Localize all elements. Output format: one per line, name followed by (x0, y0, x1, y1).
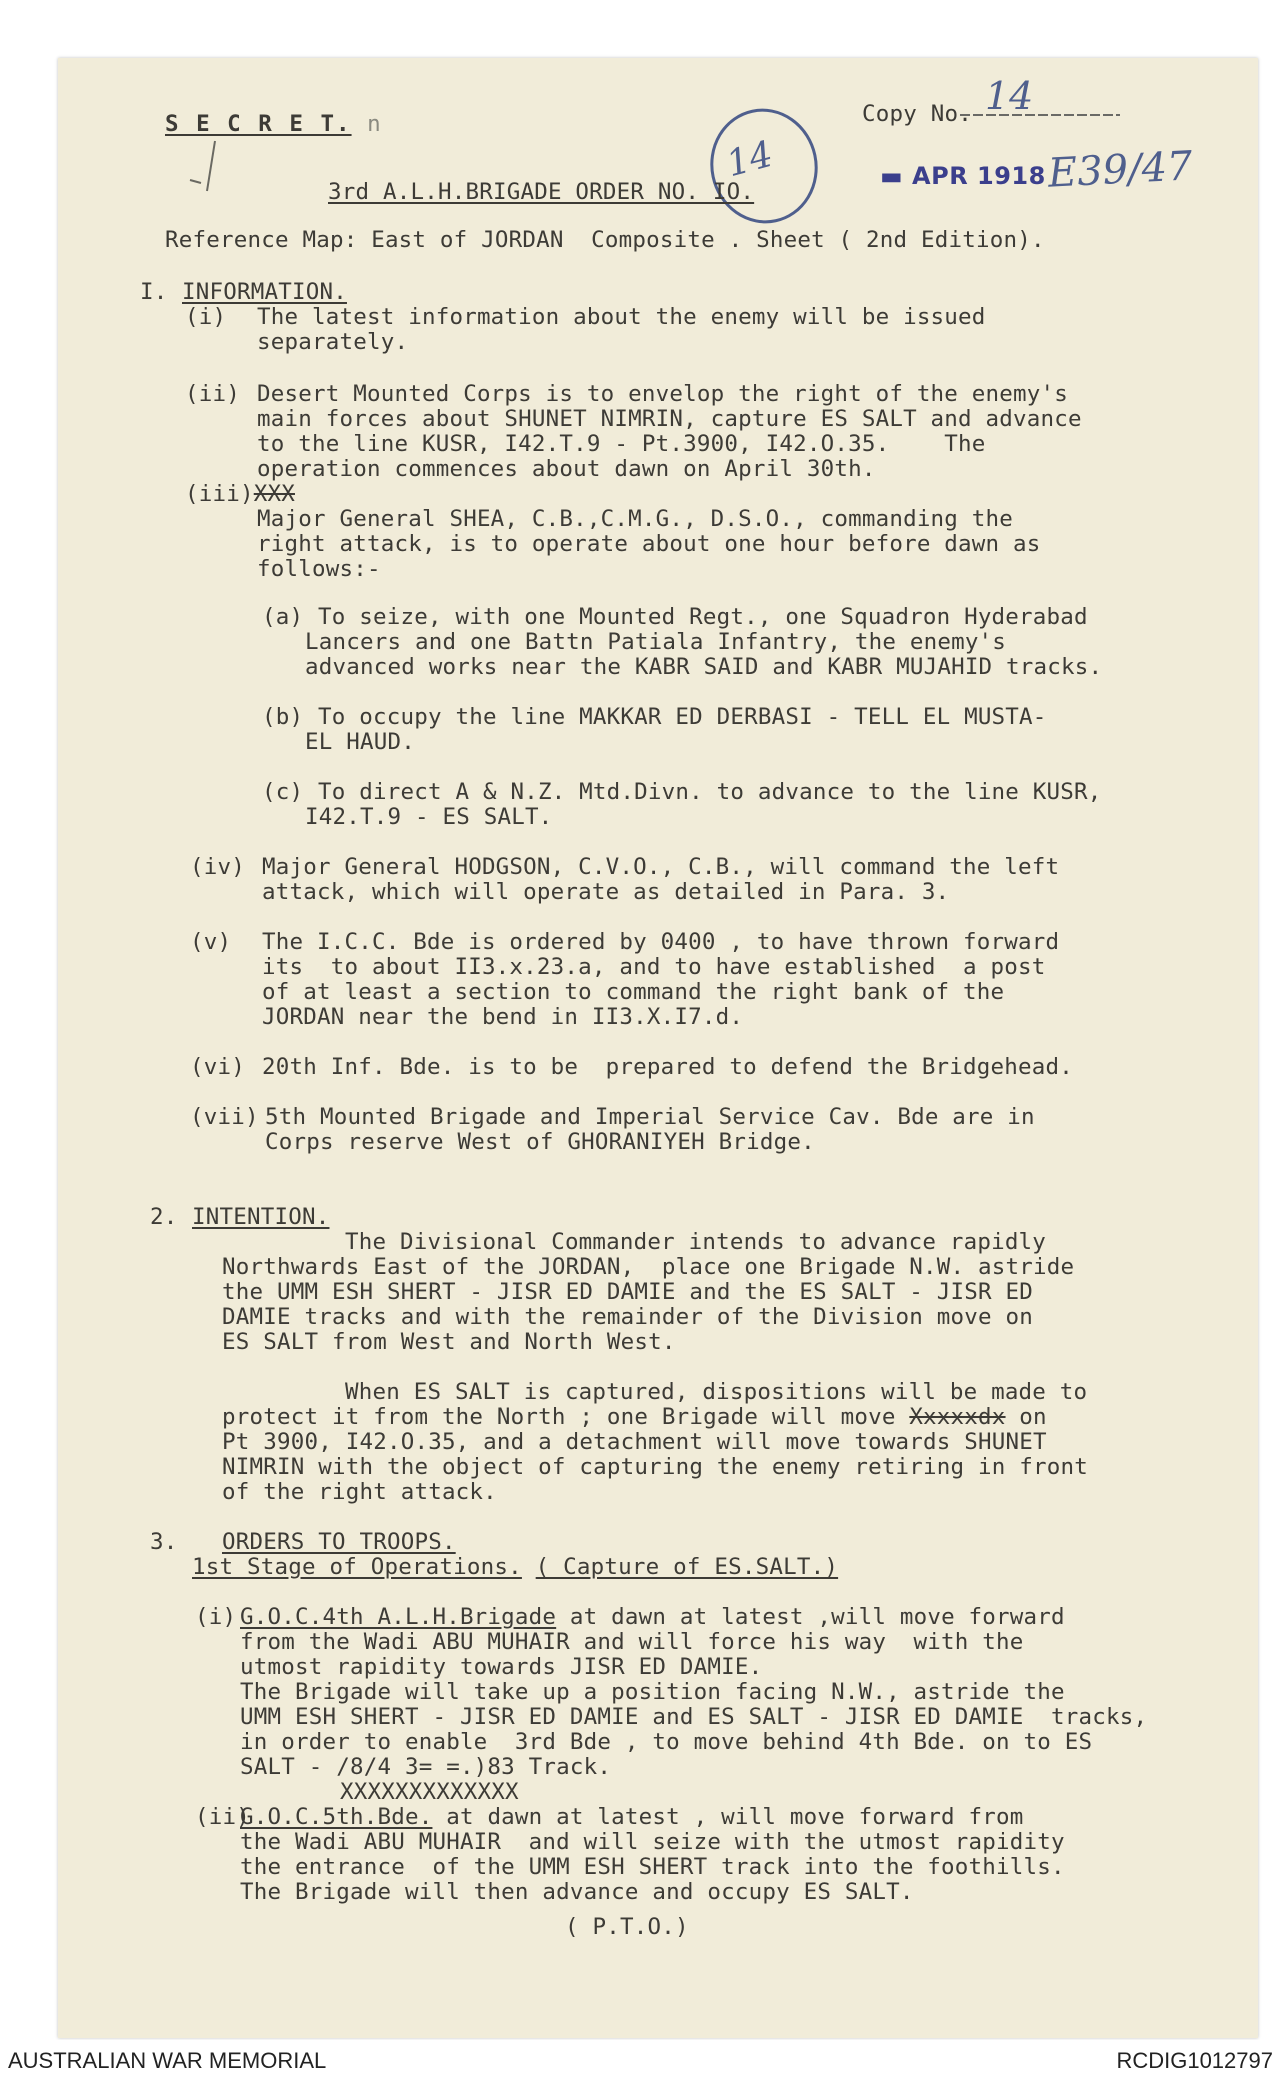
text-line: Major General SHEA, C.B.,C.M.G., D.S.O., commanding the (257, 506, 1014, 532)
text-line: the Wadi ABU MUHAIR and will seize with the utmost rapidity (240, 1829, 1065, 1855)
text-line: to the line KUSR, I42.T.9 - Pt.3900, I42.O.35. The (257, 431, 986, 457)
text-line: the entrance of the UMM ESH SHERT track into the foothills. (240, 1854, 1065, 1880)
text-line: EL HAUD. (305, 729, 415, 755)
text-line: To occupy the line MAKKAR ED DERBASI - TELL EL MUSTA- (318, 704, 1047, 730)
copy-label: Copy No. (862, 101, 972, 127)
text-line: operation commences about dawn on April 30th. (257, 456, 876, 482)
text-line: of at least a section to command the right bank of the (262, 979, 1005, 1005)
item-number: (vii) (190, 1104, 259, 1130)
section-1-number: I. (140, 279, 168, 305)
text-line: The latest information about the enemy will be issued (257, 304, 986, 330)
text-line: Corps reserve West of GHORANIYEH Bridge. (265, 1129, 815, 1155)
footer-institution: AUSTRALIAN WAR MEMORIAL (8, 2048, 327, 2073)
text-line: ES SALT from West and North West. (222, 1329, 676, 1355)
text-line: its to about II3.x.23.a, and to have established a post (262, 954, 1046, 980)
text-line: G.O.C.5th.Bde. at dawn at latest , will move forward from (240, 1804, 1024, 1830)
text-line: The Brigade will take up a position facing N.W., astride the (240, 1679, 1065, 1705)
section-3-subheading: 1st Stage of Operations. ( Capture of ES.SALT.) (192, 1554, 839, 1580)
text-line: attack, which will operate as detailed in Para. 3. (262, 879, 950, 905)
item-number: (i) (195, 1604, 237, 1630)
item-number: (vi) (190, 1054, 245, 1080)
text-line: To direct A & N.Z. Mtd.Divn. to advance to the line KUSR, (318, 779, 1102, 805)
text-line: Northwards East of the JORDAN, place one Brigade N.W. astride (222, 1254, 1075, 1280)
struck-text: XXXXXXXXXXXXX (340, 1779, 519, 1805)
text-line: SALT - /8/4 3= =.)83 Track. (240, 1754, 612, 1780)
section-1-heading: INFORMATION. (182, 279, 347, 305)
circle-number: 14 (722, 133, 778, 186)
dash-icon: ▬ (880, 162, 913, 190)
text-line: of the right attack. (222, 1479, 497, 1505)
page-turn-note: ( P.T.O.) (565, 1914, 689, 1940)
item-number: (ii) (195, 1804, 250, 1830)
text-line: To seize, with one Mounted Regt., one Squadron Hyderabad (318, 604, 1088, 630)
text-line: main forces about SHUNET NIMRIN, capture ES SALT and advance (257, 406, 1082, 432)
text-line: protect it from the North ; one Brigade will move Xxxxxdx on (222, 1404, 1047, 1430)
text-line: G.O.C.4th A.L.H.Brigade at dawn at latest ,will move forward (240, 1604, 1065, 1630)
text-line: Desert Mounted Corps is to envelop the right of the enemy's (257, 381, 1069, 407)
item-number: (b) (262, 704, 304, 730)
text-line: separately. (257, 329, 409, 355)
text-line: The Divisional Commander intends to advance rapidly (345, 1229, 1047, 1255)
item-number: (iv) (190, 854, 245, 880)
text-line: Pt 3900, I42.O.35, and a detachment will move towards SHUNET (222, 1429, 1047, 1455)
text-line: 20th Inf. Bde. is to be prepared to defend the Bridgehead. (262, 1054, 1074, 1080)
text-line: follows:- (257, 556, 381, 582)
item-number: (ii) (185, 381, 240, 407)
item-number: (c) (262, 779, 304, 805)
text-line: UMM ESH SHERT - JISR ED DAMIE and ES SALT - JISR ED DAMIE tracks, (240, 1704, 1148, 1730)
footer-record-id: RCDIG1012797 (1116, 2048, 1273, 2073)
text-line: Major General HODGSON, C.V.O., C.B., will command the left (262, 854, 1060, 880)
reference-code: E39/47 (1046, 143, 1194, 197)
order-title: 3rd A.L.H.BRIGADE ORDER NO. IO. (328, 179, 755, 205)
copy-number-line (960, 112, 1120, 118)
text-line: Lancers and one Battn Patiala Infantry, the enemy's (305, 629, 1007, 655)
text-line: The Brigade will then advance and occupy ES SALT. (240, 1879, 914, 1905)
section-2-number: 2. (150, 1204, 178, 1230)
section-2-heading: INTENTION. (192, 1204, 330, 1230)
text-line: in order to enable 3rd Bde , to move behind 4th Bde. on to ES (240, 1729, 1093, 1755)
copy-number: 14 (985, 74, 1034, 118)
text-line: 5th Mounted Brigade and Imperial Service Cav. Bde are in (265, 1104, 1035, 1130)
section-3-heading: ORDERS TO TROOPS. (222, 1529, 456, 1555)
text-line: from the Wadi ABU MUHAIR and will force his way with the (240, 1629, 1024, 1655)
item-number: (v) (190, 929, 232, 955)
text-line: the UMM ESH SHERT - JISR ED DAMIE and the ES SALT - JISR ED (222, 1279, 1034, 1305)
tick-mark-icon (185, 135, 235, 195)
text-line: When ES SALT is captured, dispositions will be made to (345, 1379, 1088, 1405)
text-line: JORDAN near the bend in II3.X.I7.d. (262, 1004, 744, 1030)
text-line: DAMIE tracks and with the remainder of the Division move on (222, 1304, 1034, 1330)
text-line: The I.C.C. Bde is ordered by 0400 , to have thrown forward (262, 929, 1060, 955)
secret-label: S E C R E T. n (165, 111, 383, 137)
text-line: NIMRIN with the object of capturing the enemy retiring in front (222, 1454, 1089, 1480)
item-number: (iii)XXX (185, 481, 295, 507)
reference-map: Reference Map: East of JORDAN Composite . Sheet ( 2nd Edition). (165, 227, 1045, 253)
text-line: utmost rapidity towards JISR ED DAMIE. (240, 1654, 763, 1680)
item-number: (a) (262, 604, 304, 630)
section-3-number: 3. (150, 1529, 178, 1555)
archive-footer (0, 2040, 1285, 2082)
text-line: advanced works near the KABR SAID and KABR MUJAHID tracks. (305, 654, 1103, 680)
text-line: I42.T.9 - ES SALT. (305, 804, 553, 830)
received-date-stamp: ▬ APR 1918 (880, 162, 1046, 190)
item-number: (i) (185, 304, 227, 330)
text-line: right attack, is to operate about one hour before dawn as (257, 531, 1041, 557)
